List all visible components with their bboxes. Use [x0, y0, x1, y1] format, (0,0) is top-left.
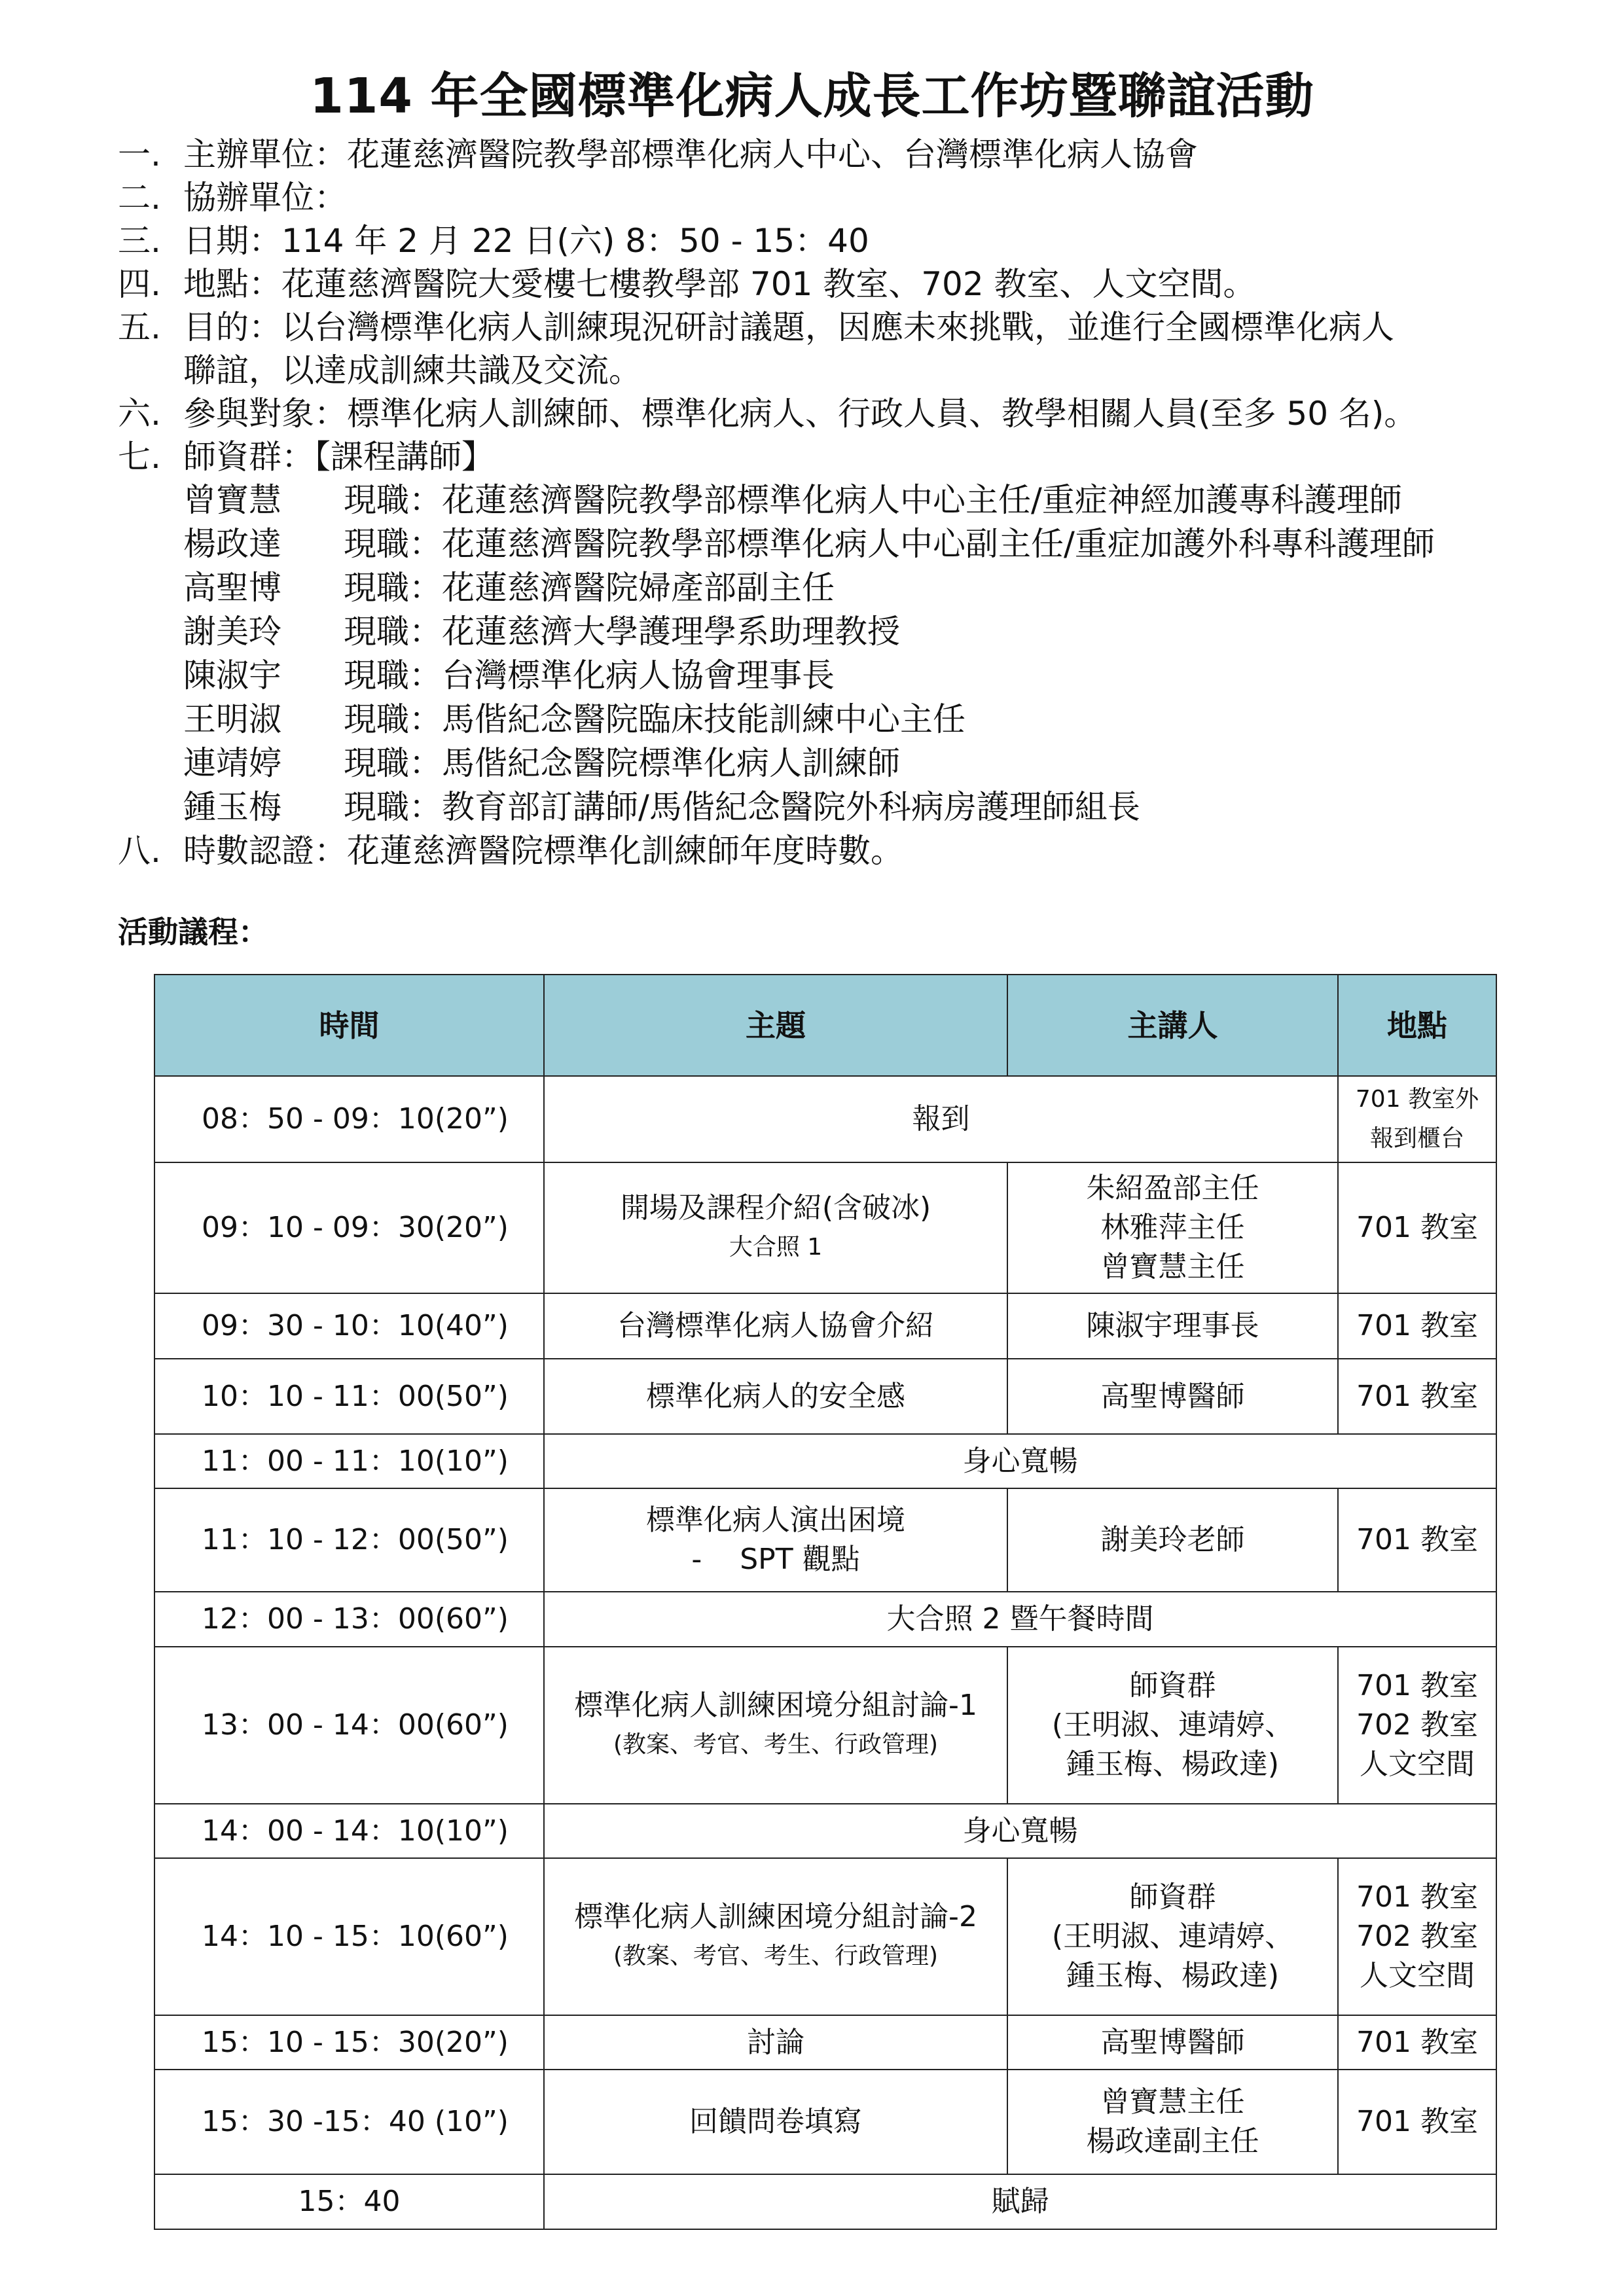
info-text: 目的：以台灣標準化病人訓練現況研討議題，因應未來挑戰，並進行全國標準化病人: [183, 308, 1394, 346]
lecturer-row: [118, 742, 1558, 785]
topic-line: 標準化病人訓練困境分組討論-2: [574, 1900, 977, 1933]
time-cell: 14：10 - 15：10(60”): [154, 1858, 544, 2015]
table-row: [154, 1434, 1496, 1488]
time-cell: 12：00 - 13：00(60”): [154, 1592, 544, 1647]
topic-cell: [544, 1488, 1007, 1592]
speaker-line: 曾寶慧主任: [1100, 2085, 1245, 2119]
lecturer-row: [118, 785, 1558, 829]
location-cell: 701 教室: [1338, 1293, 1496, 1359]
topic-cell: 台灣標準化病人協會介紹: [544, 1293, 1007, 1359]
lecturer-name: 王明淑: [183, 700, 281, 738]
topic-line: 開場及課程介紹(含破冰): [620, 1191, 931, 1225]
speaker-cell: 謝美玲老師: [1007, 1488, 1338, 1592]
header-topic: 主題: [544, 975, 1007, 1076]
lecturer-position: 現職：花蓮慈濟醫院教學部標準化病人中心主任/重症神經加護專科護理師: [344, 481, 1402, 519]
location-line: 報到櫃台: [1369, 1125, 1464, 1152]
time-cell: 09：10 - 09：30(20”): [154, 1162, 544, 1293]
location-line: 人文空間: [1360, 1748, 1475, 1781]
table-header-row: [154, 975, 1496, 1076]
lecturer-name: 高聖博: [183, 569, 281, 607]
header-location: 地點: [1338, 975, 1496, 1076]
info-item-certification: [118, 829, 1558, 872]
lecturer-position: 現職：花蓮慈濟醫院教學部標準化病人中心副主任/重症加護外科專科護理師: [344, 525, 1435, 563]
location-cell: 701 教室: [1338, 2070, 1496, 2174]
info-text: 師資群：【課程講師】: [183, 438, 494, 476]
lecturer-name: 曾寶慧: [183, 481, 281, 519]
topic-cell: [544, 1858, 1007, 2015]
lecturer-name: 楊政達: [183, 525, 281, 563]
info-purpose-continued: 聯誼，以達成訓練共識及交流。: [183, 351, 641, 389]
topic-sub: - SPT 觀點: [691, 1543, 860, 1576]
topic-cell: 報到: [544, 1076, 1338, 1162]
topic-sub: (教案、考官、考生、行政管理): [613, 1943, 939, 1969]
topic-cell: 回饋問卷填寫: [544, 2070, 1007, 2174]
time-cell: 15：10 - 15：30(20”): [154, 2015, 544, 2070]
location-line: 702 教室: [1356, 1920, 1478, 1953]
topic-cell: 大合照 2 暨午餐時間: [544, 1592, 1496, 1647]
lecturer-position: 現職：教育部訂講師/馬偕紀念醫院外科病房護理師組長: [344, 788, 1140, 826]
speaker-line: 師資群: [1129, 1880, 1216, 1914]
info-item-co-organizer: [118, 176, 1558, 219]
topic-cell: [544, 1162, 1007, 1293]
topic-sub: (教案、考官、考生、行政管理): [613, 1731, 939, 1758]
time-cell: 11：00 - 11：10(10”): [154, 1434, 544, 1488]
location-line: 701 教室: [1356, 1669, 1478, 1702]
table-row: [154, 1858, 1496, 2015]
info-text: 地點：花蓮慈濟醫院大愛樓七樓教學部 701 教室、702 教室、人文空間。: [183, 265, 1256, 303]
time-cell: 14：00 - 14：10(10”): [154, 1804, 544, 1858]
speaker-cell: [1007, 1647, 1338, 1804]
lecturer-position: 現職：花蓮慈濟醫院婦產部副主任: [344, 569, 835, 607]
speaker-cell: [1007, 1162, 1338, 1293]
agenda-label: 活動議程：: [118, 914, 268, 950]
topic-cell: 賦歸: [544, 2174, 1496, 2229]
table-row: [154, 1804, 1496, 1858]
table-row: [154, 1076, 1496, 1162]
table-row: [154, 2015, 1496, 2070]
info-number: 一.: [118, 135, 161, 173]
lecturer-name: 連靖婷: [183, 744, 281, 782]
topic-cell: [544, 1647, 1007, 1804]
info-text: 協辦單位：: [183, 179, 347, 217]
lecturer-name: 鍾玉梅: [183, 788, 281, 826]
info-number: 五.: [118, 308, 161, 346]
info-number: 四.: [118, 265, 161, 303]
topic-line: 標準化病人演出困境: [646, 1503, 905, 1537]
lecturer-row: [118, 478, 1558, 522]
topic-cell: 身心寬暢: [544, 1434, 1496, 1488]
lecturer-row: [118, 610, 1558, 654]
location-line: 701 教室: [1356, 1880, 1478, 1914]
speaker-line: (王明淑、連靖婷、: [1051, 1920, 1294, 1953]
speaker-cell: [1007, 2070, 1338, 2174]
info-text: 主辦單位：花蓮慈濟醫院教學部標準化病人中心、台灣標準化病人協會: [183, 135, 1198, 173]
table-row: [154, 1488, 1496, 1592]
location-cell: [1338, 1076, 1496, 1162]
table-row: [154, 1359, 1496, 1434]
speaker-line: 師資群: [1129, 1669, 1216, 1702]
location-cell: 701 教室: [1338, 2015, 1496, 2070]
speaker-cell: 高聖博醫師: [1007, 2015, 1338, 2070]
lecturer-position: 現職：馬偕紀念醫院臨床技能訓練中心主任: [344, 700, 965, 738]
speaker-line: (王明淑、連靖婷、: [1051, 1708, 1294, 1742]
table-row: [154, 1293, 1496, 1359]
speaker-cell: 陳淑宇理事長: [1007, 1293, 1338, 1359]
speaker-line: 朱紹盈部主任: [1086, 1172, 1259, 1205]
agenda-table: [154, 974, 1497, 2230]
info-number: 二.: [118, 179, 161, 217]
info-text: 時數認證：花蓮慈濟醫院標準化訓練師年度時數。: [183, 832, 903, 870]
header-time: 時間: [154, 975, 544, 1076]
info-item-faculty: [118, 435, 1558, 478]
speaker-cell: 高聖博醫師: [1007, 1359, 1338, 1434]
topic-cell: 標準化病人的安全感: [544, 1359, 1007, 1434]
time-cell: 15：30 -15：40 (10”): [154, 2070, 544, 2174]
info-number: 八.: [118, 832, 161, 870]
time-cell: 13：00 - 14：00(60”): [154, 1647, 544, 1804]
time-cell: 10：10 - 11：00(50”): [154, 1359, 544, 1434]
time-cell: 08：50 - 09：10(20”): [154, 1076, 544, 1162]
speaker-line: 林雅萍主任: [1100, 1211, 1245, 1244]
table-row: [154, 1592, 1496, 1647]
speaker-line: 楊政達副主任: [1086, 2125, 1259, 2158]
time-cell: 09：30 - 10：10(40”): [154, 1293, 544, 1359]
topic-line: 標準化病人訓練困境分組討論-1: [574, 1689, 977, 1722]
speaker-line: 鍾玉梅、楊政達): [1066, 1748, 1280, 1781]
lecturer-row: [118, 522, 1558, 566]
table-row: [154, 2070, 1496, 2174]
info-item-organizer: [118, 133, 1558, 176]
time-cell: 11：10 - 12：00(50”): [154, 1488, 544, 1592]
topic-cell: 討論: [544, 2015, 1007, 2070]
table-row: [154, 2174, 1496, 2229]
info-item-purpose: [118, 306, 1558, 349]
info-text: 參與對象：標準化病人訓練師、標準化病人、行政人員、教學相關人員(至多 50 名)。: [183, 395, 1417, 433]
location-cell: 701 教室: [1338, 1488, 1496, 1592]
location-line: 702 教室: [1356, 1708, 1478, 1742]
info-number: 六.: [118, 395, 161, 433]
speaker-cell: [1007, 1858, 1338, 2015]
speaker-line: 曾寶慧主任: [1100, 1250, 1245, 1283]
topic-sub: 大合照 1: [729, 1234, 823, 1261]
info-item-date: [118, 219, 1558, 262]
info-item-location: [118, 262, 1558, 306]
header-speaker: 主講人: [1007, 975, 1338, 1076]
info-text: 日期：114 年 2 月 22 日(六) 8：50 - 15：40: [183, 222, 869, 260]
lecturer-row: [118, 654, 1558, 698]
info-item-participants: [118, 392, 1558, 435]
lecturer-position: 現職：花蓮慈濟大學護理學系助理教授: [344, 613, 900, 651]
info-number: 三.: [118, 222, 161, 260]
lecturer-name: 謝美玲: [183, 613, 281, 651]
location-cell: 701 教室: [1338, 1162, 1496, 1293]
topic-cell: 身心寬暢: [544, 1804, 1496, 1858]
speaker-line: 鍾玉梅、楊政達): [1066, 1959, 1280, 1992]
info-section: [118, 133, 1558, 872]
location-cell: [1338, 1858, 1496, 2015]
location-line: 701 教室外: [1355, 1086, 1479, 1113]
lecturer-row: [118, 566, 1558, 610]
page-title: 114 年全國標準化病人成長工作坊暨聯誼活動: [310, 68, 1314, 124]
info-number: 七.: [118, 438, 161, 476]
location-cell: [1338, 1647, 1496, 1804]
lecturer-row: [118, 698, 1558, 742]
table-row: [154, 1162, 1496, 1293]
table-row: [154, 1647, 1496, 1804]
lecturer-position: 現職：台灣標準化病人協會理事長: [344, 656, 835, 694]
location-cell: 701 教室: [1338, 1359, 1496, 1434]
lecturer-position: 現職：馬偕紀念醫院標準化病人訓練師: [344, 744, 900, 782]
time-cell: 15：40: [154, 2174, 544, 2229]
lecturer-name: 陳淑宇: [183, 656, 281, 694]
location-line: 人文空間: [1360, 1959, 1475, 1992]
